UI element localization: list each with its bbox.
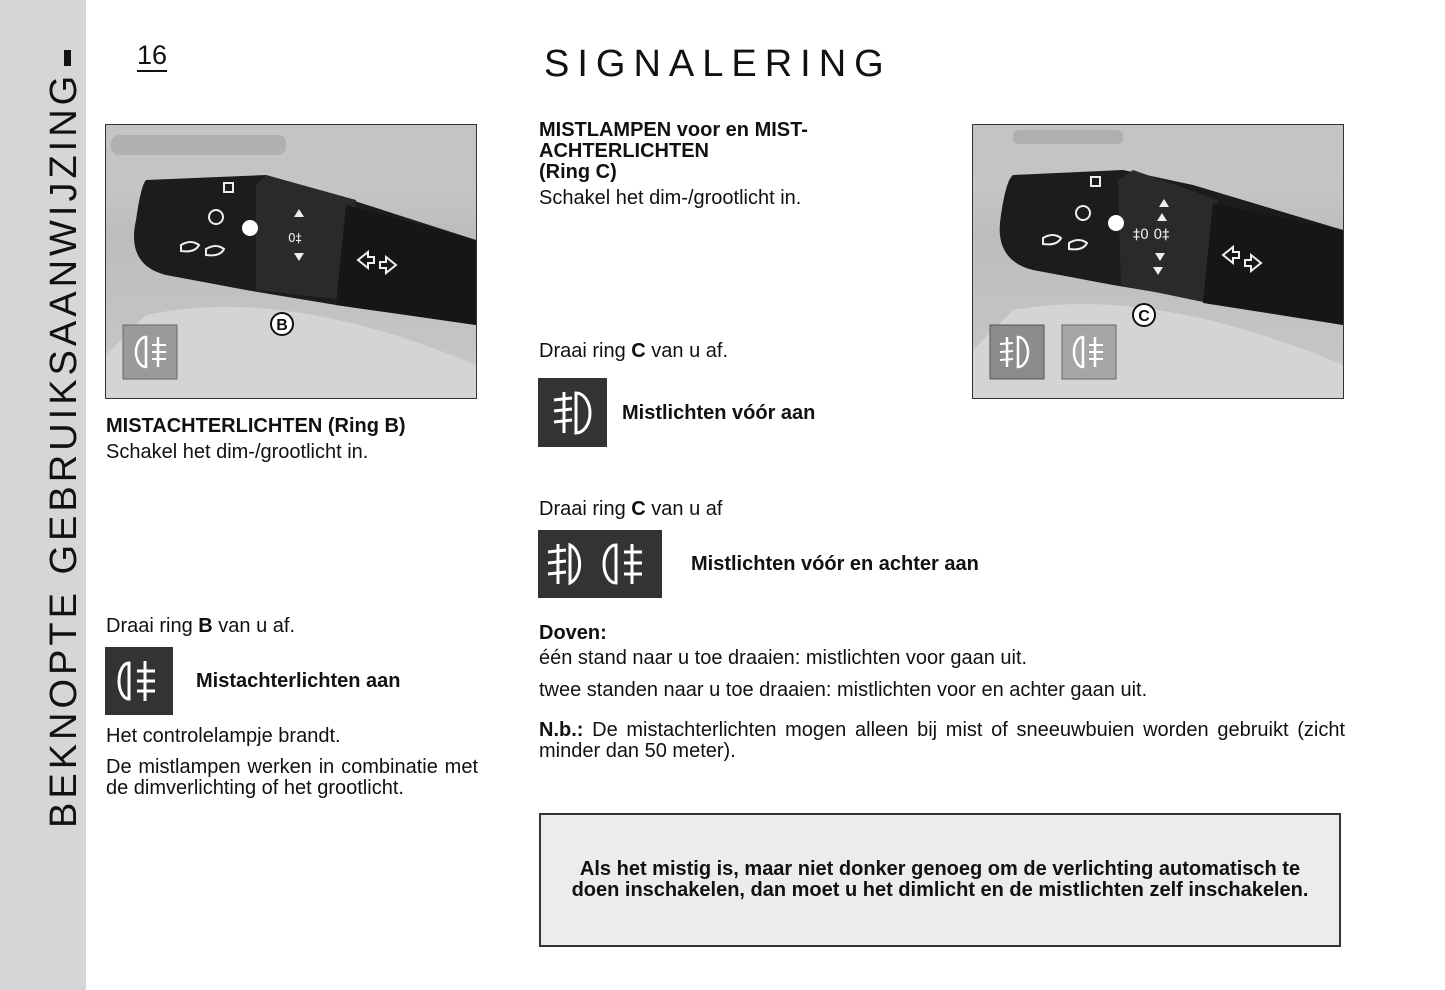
rear-fog-light-icon [105,647,173,715]
svg-text:0‡: 0‡ [288,231,302,245]
note-warning-light: Het controlelampje brandt. [106,725,341,747]
fog-notice-text: Als het mistig is, maar niet donker genoeg om de verlichting automatisch te doen inschakelen, dan moet u het dimlicht en de mistlichten zelf inschakelen. [571,858,1309,901]
section-heading-ring-b: MISTACHTERLICHTEN (Ring B) [106,415,406,437]
ring-b-label: B [276,317,288,334]
vertical-chapter-title: BEKNOPTE GEBRUIKSAANWIJZING [43,71,85,828]
stalk-photo-ring-b [105,124,477,399]
off-heading: Doven: [539,622,607,644]
light-stalk-illustration [973,125,1343,398]
intro-ring-b: Schakel het dim-/grootlicht in. [106,441,369,463]
section-mark [64,50,71,66]
indicator-label-rear-fog: Mistachterlichten aan [196,670,401,692]
section-heading-ring-c: MISTLAMPEN voor en MIST- ACHTERLICHTEN (Ring C) [539,119,808,183]
intro-ring-c: Schakel het dim-/grootlicht in. [539,187,802,209]
instruction-step2: Draai ring C van u af [539,498,723,520]
front-and-rear-fog-light-icon [538,530,662,598]
instruction-ring-b: Draai ring B van u af. [106,615,295,637]
fog-notice-box [539,813,1341,947]
page-number: 16 [137,40,168,70]
instruction-step1: Draai ring C van u af. [539,340,728,362]
nb-note: N.b.: De mistachterlichten mogen alleen bij mist of sneeuwbuien worden gebruikt (zicht minder dan 50 meter). [539,719,1345,762]
stalk-photo-ring-c [972,124,1344,399]
svg-text:‡0 0‡: ‡0 0‡ [1133,227,1170,243]
indicator-label-front-and-rear-fog: Mistlichten vóór en achter aan [691,553,979,575]
ring-c-label: C [1138,308,1150,325]
sidebar [0,0,86,990]
page-title: SIGNALERING [544,43,892,85]
off-line-2: twee standen naar u toe draaien: mistlichten voor en achter gaan uit. [539,679,1148,701]
off-line-1: één stand naar u toe draaien: mistlichten voor gaan uit. [539,647,1028,669]
note-combination: De mistlampen werken in combinatie met de dimverlichting of het grootlicht. [106,756,478,799]
indicator-label-front-fog: Mistlichten vóór aan [622,402,816,424]
light-stalk-illustration [106,125,476,398]
front-fog-light-icon [538,378,607,447]
